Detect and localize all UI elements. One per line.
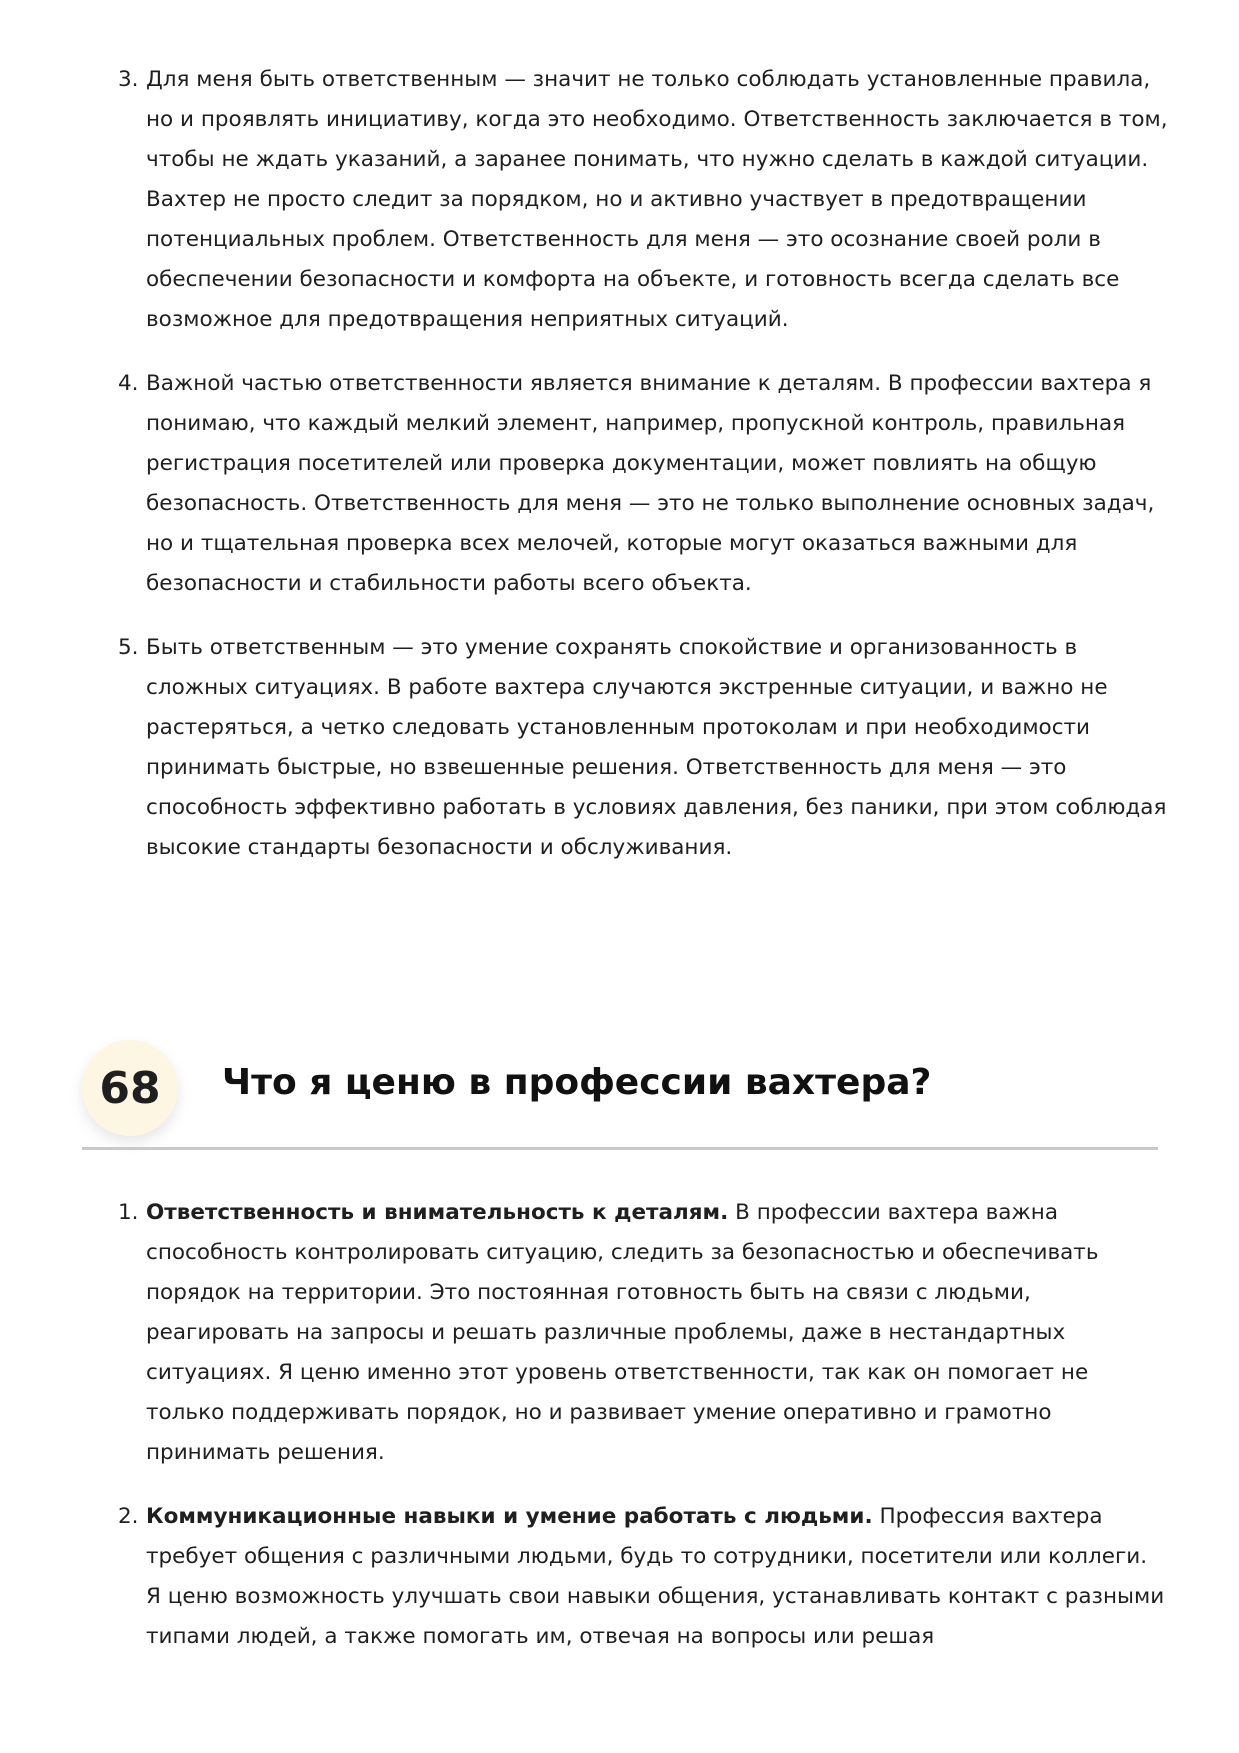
list-item-number: 2. [118,1504,139,1529]
list-item-number: 4. [118,371,139,396]
list-item [118,60,1168,340]
list-item-number: 5. [118,635,139,660]
list-item-number: 3. [118,67,139,92]
responsibility-list [118,60,1168,892]
list-item-heading: Ответственность и внимательность к деталям. [146,1200,729,1225]
section-number-badge: 68 [82,1040,178,1136]
list-item-number: 1. [118,1200,139,1225]
list-item [118,1193,1168,1473]
list-item-text: Профессия вахтера требует общения с различными людьми, будь то сотрудники, посетители или коллеги. Я ценю возможность улучшать свои навыки общения, устанавливать контакт с разными типами людей, а также помогать им, отвечая на вопросы или решая [146,1504,1165,1649]
list-item-text: Быть ответственным — это умение сохранять спокойствие и организованность в сложных ситуациях. В работе вахтера случаются экстренные ситуации, и важно не растеряться, а четко следовать установленным протоколам и при необходимости принимать быстрые, но взвешенные решения. Ответственность для меня — это способность эффективно работать в условиях давления, без паники, при этом соблюдая высокие стандарты безопасности и обслуживания. [146,635,1167,860]
list-item [118,628,1168,868]
list-item-text: В профессии вахтера важна способность контролировать ситуацию, следить за безопасностью и обеспечивать порядок на территории. Это постоянная готовность быть на связи с людьми, реагировать на запросы и решать различные проблемы, даже в нестандартных ситуациях. Я ценю именно этот уровень ответственности, так как он помогает не только поддерживать порядок, но и развивает умение оперативно и грамотно принимать решения. [146,1200,1099,1465]
list-item [118,364,1168,604]
list-item-text: Важной частью ответственности является внимание к деталям. В профессии вахтера я понимаю, что каждый мелкий элемент, например, пропускной контроль, правильная регистрация посетителей или проверка документации, может повлиять на общую безопасность. Ответственность для меня — это не только выполнение основных задач, но и тщательная проверка всех мелочей, которые могут оказаться важными для безопасности и стабильности работы всего объекта. [146,371,1155,596]
list-item [118,1497,1168,1657]
section-divider [82,1147,1158,1150]
values-list [118,1193,1168,1681]
section-title: Что я ценю в профессии вахтера? [222,1062,932,1103]
list-item-heading: Коммуникационные навыки и умение работать с людьми. [146,1504,873,1529]
list-item-text: Для меня быть ответственным — значит не только соблюдать установленные правила, но и проявлять инициативу, когда это необходимо. Ответственность заключается в том, чтобы не ждать указаний, а заранее понимать, что нужно сделать в каждой ситуации. Вахтер не просто следит за порядком, но и активно участвует в предотвращении потенциальных проблем. Ответственность для меня — это осознание своей роли в обеспечении безопасности и комфорта на объекте, и готовность всегда сделать все возможное для предотвращения неприятных ситуаций. [146,67,1168,332]
section-header [82,1040,1158,1150]
